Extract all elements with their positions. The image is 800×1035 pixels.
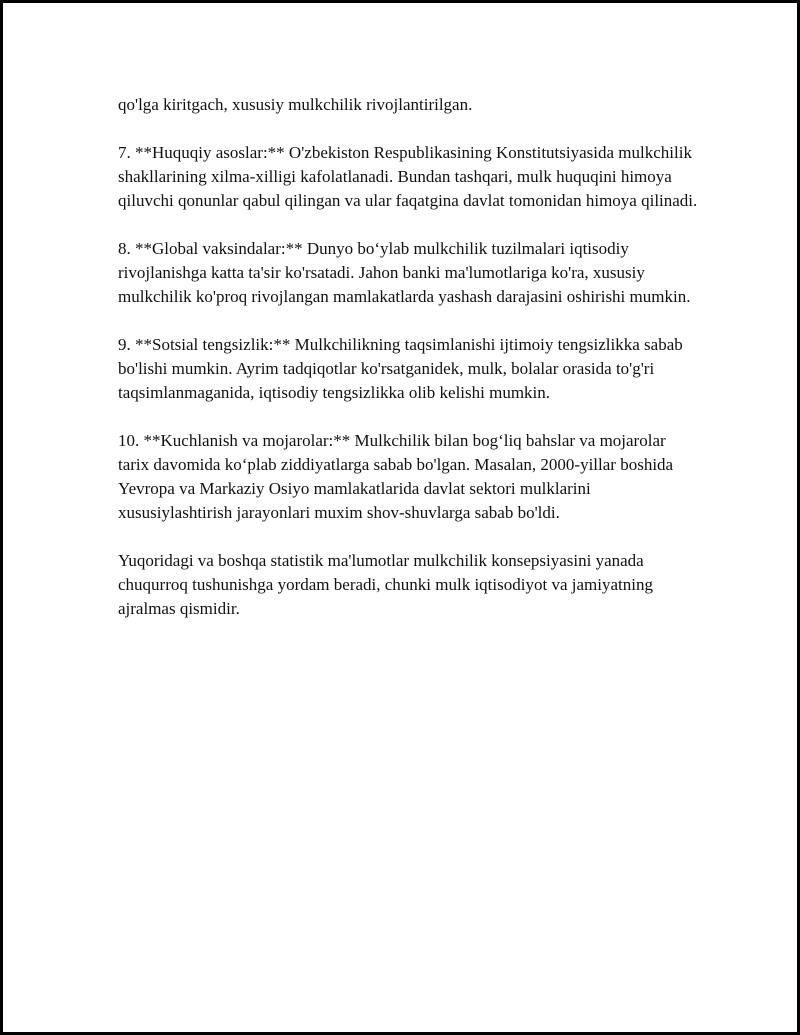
paragraph-conflicts: 10. **Kuchlanish va mojarolar:** Mulkchilik bilan bog‘liq bahslar va mojarolar tarix davomida ko‘plab ziddiyatlarga sabab bo'lgan. Masalan, 2000-yillar boshida Yevropa va Markaziy Osiyo mamlakatlarida davlat sektori mulklarini xususiylashtirish jarayonlari muxim shov-shuvlarga sabab bo'ldi. bbox=[118, 431, 674, 522]
document-body bbox=[118, 93, 698, 645]
paragraph-conclusion: Yuqoridagi va boshqa statistik ma'lumotlar mulkchilik konsepsiyasini yanada chuqurroq tushunishga yordam beradi, chunki mulk iqtisodiyot va jamiyatning ajralmas qismidir. bbox=[118, 551, 653, 618]
paragraph-social-inequality: 9. **Sotsial tengsizlik:** Mulkchilikning taqsimlanishi ijtimoiy tengsizlikka sabab bo'lishi mumkin. Ayrim tadqiqotlar ko'rsatganidek, mulk, bolalar orasida to'g'ri taqsimlanmaganida, iqtisodiy tengsizlikka olib kelishi mumkin. bbox=[118, 335, 683, 402]
paragraph-legal-basis: 7. **Huquqiy asoslar:** O'zbekiston Respublikasining Konstitutsiyasida mulkchilik shakllarining xilma-xilligi kafolatlanadi. Bundan tashqari, mulk huquqini himoya qiluvchi qonunlar qabul qilingan va ular faqatgina davlat tomonidan himoya qilinadi. bbox=[118, 143, 698, 210]
continuation-paragraph: qo'lga kiritgach, xususiy mulkchilik rivojlantirilgan. bbox=[118, 95, 473, 114]
paragraph-global: 8. **Global vaksindalar:** Dunyo bo‘ylab mulkchilik tuzilmalari iqtisodiy rivojlanishga katta ta'sir ko'rsatadi. Jahon banki ma'lumotlariga ko'ra, xususiy mulkchilik ko'proq rivojlangan mamlakatlarda yashash darajasini oshirishi mumkin. bbox=[118, 239, 691, 306]
